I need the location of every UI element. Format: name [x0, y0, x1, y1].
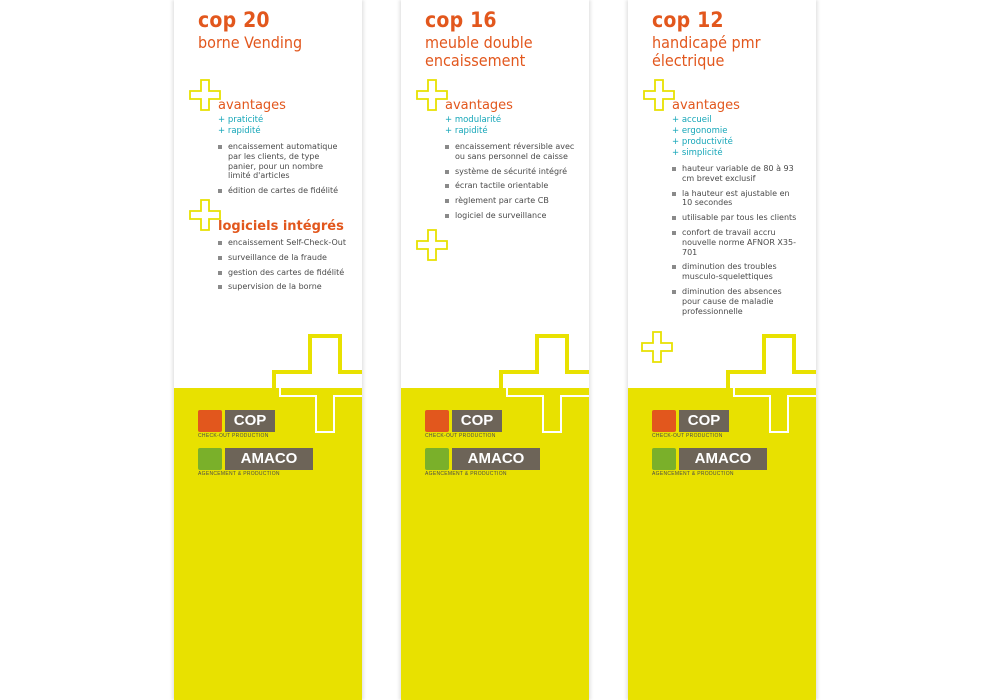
- banner-title: [198, 10, 360, 52]
- plus-icon: [415, 228, 449, 262]
- product-name: cop 12: [652, 8, 724, 32]
- cop-box-icon: [652, 410, 676, 432]
- cop-logo: COP CHECK-OUT PRODUCTION: [198, 410, 278, 434]
- plus-icon: [188, 78, 222, 112]
- advantage-item: + simplicité: [672, 148, 723, 158]
- advantages-heading: avantages: [218, 98, 286, 113]
- plus-icon: [642, 78, 676, 112]
- advantages-heading: avantages: [445, 98, 513, 113]
- plus-icon: [415, 78, 449, 112]
- plus-icon: [640, 330, 674, 364]
- amaco-logo: AMACO AGENCEMENT & PRODUCTION: [652, 448, 772, 478]
- software-item: gestion des cartes de fidélité: [218, 268, 348, 278]
- advantage-item: + modularité: [445, 115, 502, 125]
- product-subtitle: borne Vending: [198, 33, 303, 52]
- feature-item: diminution des absences pour cause de maladie professionnelle: [672, 287, 802, 316]
- brand-logos: [425, 410, 545, 480]
- banner-cop-16: [401, 0, 589, 700]
- advantage-item: + productivité: [672, 137, 733, 147]
- amaco-basket-icon: [425, 448, 449, 470]
- banner-cop-12: [628, 0, 816, 700]
- advantage-item: + rapidité: [218, 126, 261, 136]
- product-name: cop 20: [198, 8, 270, 32]
- software-item: surveillance de la fraude: [218, 253, 348, 263]
- feature-item: utilisable par tous les clients: [672, 213, 802, 223]
- banner-title: [425, 10, 587, 69]
- features-list: [218, 142, 348, 201]
- advantage-item: + accueil: [672, 115, 712, 125]
- banner-title: [652, 10, 814, 69]
- advantages-heading: avantages: [672, 98, 740, 113]
- software-item: encaissement Self-Check-Out: [218, 238, 348, 248]
- features-list: [672, 164, 802, 321]
- banner-cop-20: [174, 0, 362, 700]
- product-name: cop 16: [425, 8, 497, 32]
- product-subtitle: meuble double encaissement: [425, 33, 533, 70]
- software-item: supervision de la borne: [218, 282, 348, 292]
- advantage-item: + ergonomie: [672, 126, 728, 136]
- feature-item: édition de cartes de fidélité: [218, 186, 348, 196]
- amaco-logo: AMACO AGENCEMENT & PRODUCTION: [198, 448, 318, 478]
- cop-logo: COP CHECK-OUT PRODUCTION: [652, 410, 732, 434]
- advantage-item: + praticité: [218, 115, 264, 125]
- brand-logos: [652, 410, 772, 480]
- brand-logos: [198, 410, 318, 480]
- amaco-logo: AMACO AGENCEMENT & PRODUCTION: [425, 448, 545, 478]
- cop-box-icon: [198, 410, 222, 432]
- cop-logo: COP CHECK-OUT PRODUCTION: [425, 410, 505, 434]
- software-list: [218, 238, 348, 297]
- feature-item: encaissement automatique par les clients, de type panier, pour un nombre limité d'articles: [218, 142, 348, 181]
- amaco-basket-icon: [652, 448, 676, 470]
- advantage-item: + rapidité: [445, 126, 488, 136]
- advantages-list: [218, 115, 263, 137]
- plus-icon: [188, 198, 222, 232]
- feature-item: logiciel de surveillance: [445, 211, 575, 221]
- feature-item: la hauteur est ajustable en 10 secondes: [672, 189, 802, 209]
- software-heading: logiciels intégrés: [218, 219, 344, 234]
- feature-item: encaissement réversible avec ou sans personnel de caisse: [445, 142, 575, 162]
- features-list: [445, 142, 575, 226]
- feature-item: système de sécurité intégré: [445, 167, 575, 177]
- feature-item: hauteur variable de 80 à 93 cm brevet exclusif: [672, 164, 802, 184]
- feature-item: confort de travail accru nouvelle norme AFNOR X35-701: [672, 228, 802, 257]
- feature-item: règlement par carte CB: [445, 196, 575, 206]
- feature-item: diminution des troubles musculo-squelettiques: [672, 262, 802, 282]
- amaco-basket-icon: [198, 448, 222, 470]
- cop-box-icon: [425, 410, 449, 432]
- feature-item: écran tactile orientable: [445, 181, 575, 191]
- advantages-list: [445, 115, 501, 137]
- product-subtitle: handicapé pmr électrique: [652, 33, 761, 70]
- advantages-list: [672, 115, 733, 159]
